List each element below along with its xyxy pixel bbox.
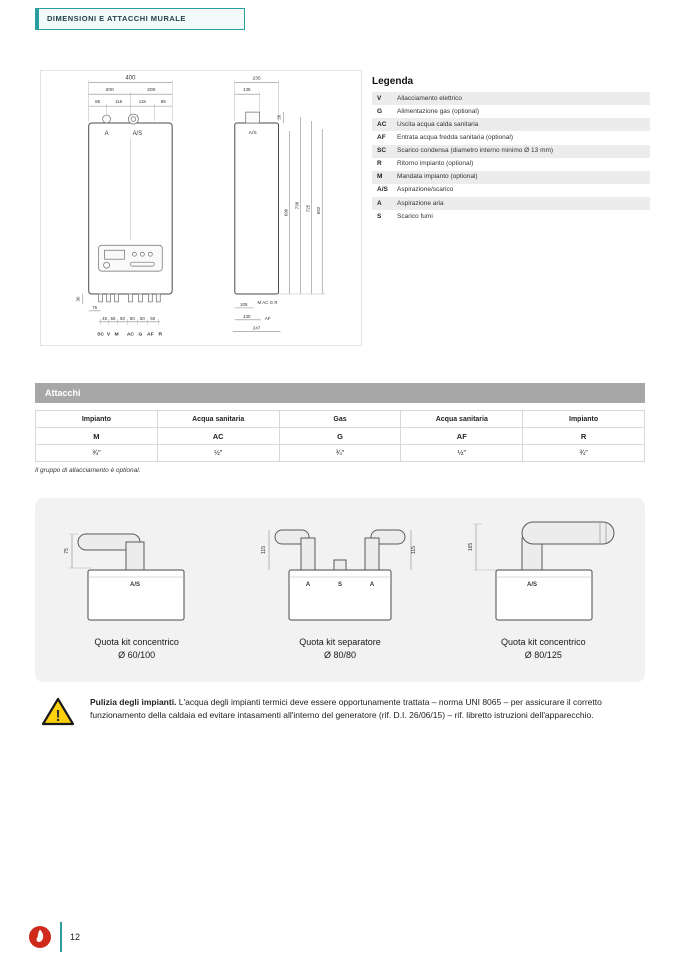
connection-label: AC [126, 332, 135, 338]
legend-desc: Mandata impianto (optional) [397, 173, 478, 181]
connection-label: V [106, 332, 111, 338]
dim-label: 130 [242, 313, 251, 319]
dim-label: 50 [129, 315, 135, 321]
side-view [233, 75, 325, 331]
page-number: 12 [70, 932, 81, 942]
column-header: Impianto [523, 411, 645, 428]
legend-desc: Scarico condensa (diametro interno minimo Ø 13 mm) [397, 147, 554, 154]
connection-label: AF [264, 315, 271, 321]
connection-label: SC [97, 332, 105, 338]
dim-label: 200 [105, 88, 114, 94]
connection-label: A [104, 130, 109, 137]
legend-desc: Uscita acqua calda sanitaria [397, 120, 479, 128]
legend-code: M [377, 173, 383, 181]
dim-label: 738 [294, 201, 300, 210]
svg-text:!: ! [55, 708, 61, 725]
table-cell: ¾" [523, 445, 645, 462]
dim-label: 115 [138, 99, 146, 105]
legend-title: Legenda [372, 76, 414, 87]
kit-size: Ø 80/125 [524, 650, 562, 660]
dim-label: 50 [119, 315, 125, 321]
dim-label: 725 [305, 204, 311, 213]
connection-label: AF [147, 332, 154, 338]
dim-label: 247 [252, 325, 261, 331]
legend-row [372, 118, 650, 131]
legend-desc: Allacciamento elettrico [397, 94, 463, 102]
table-cell: ½" [157, 445, 279, 462]
kit-size: Ø 60/100 [118, 650, 156, 660]
section-header-label: DIMENSIONI E ATTACCHI MURALE [47, 14, 186, 23]
legend-row [372, 210, 650, 223]
connection-label: M [114, 332, 119, 338]
column-header: Acqua sanitaria [157, 411, 279, 428]
dim-label: 690 [283, 208, 289, 217]
warning-block [40, 696, 646, 728]
dim-label: 165 [468, 542, 475, 552]
legend-row [372, 145, 650, 158]
brand-logo-icon [28, 925, 52, 949]
dim-label: 115 [260, 546, 267, 554]
connection-label: A/S [527, 582, 538, 588]
attacchi-table [35, 410, 645, 462]
table-cell: AF [401, 428, 523, 445]
connection-label: A [305, 582, 311, 588]
legend [372, 76, 650, 223]
attacchi-note: Il gruppo di allacciamento è optional. [35, 467, 141, 474]
dim-label: 200 [147, 88, 156, 94]
attacchi-codes-row [36, 428, 645, 445]
section-header [35, 8, 245, 30]
dim-label: 75 [92, 304, 98, 310]
kit-diagram [448, 514, 638, 629]
legend-desc: Aspirazione/scarico [397, 186, 454, 194]
page-footer [28, 922, 80, 952]
connection-label: M AC G R [257, 299, 278, 305]
legend-code: G [377, 107, 383, 115]
dim-label: 50 [139, 315, 145, 321]
table-cell: G [279, 428, 401, 445]
legend-desc: Ritorno impianto (optional) [397, 160, 474, 168]
table-cell: AC [157, 428, 279, 445]
attacchi-title: Attacchi [45, 388, 81, 398]
flue-kits-panel [35, 498, 645, 682]
attacchi-section-bar [35, 383, 645, 403]
legend-row [372, 197, 650, 210]
legend-row [372, 184, 650, 197]
legend-code: S [377, 212, 382, 220]
legend-desc: Aspirazione aria [397, 199, 444, 207]
warning-icon [40, 696, 76, 728]
kit-caption: Quota kit concentrico [94, 637, 179, 647]
legend-code: AC [377, 120, 387, 128]
dim-label: 30 [75, 296, 81, 302]
dim-label: 235 [252, 76, 261, 82]
legend-code: V [377, 94, 382, 102]
dim-label: 45 [102, 315, 108, 321]
table-cell: ¾" [279, 445, 401, 462]
column-header: Impianto [36, 411, 158, 428]
warning-body: L'acqua degli impianti termici deve essere opportunamente trattata – norma UNI 8065 – per assicurare il corretto funzionamento della caldaia ed evitare intasamenti all'interno del generatore (rif. D.I. 26/06/15) – rif. libretto istruzioni dell'apparecchio. [90, 697, 602, 721]
dim-label: 105 [239, 301, 248, 307]
connection-label: G [138, 332, 143, 338]
connection-label: A [369, 582, 375, 588]
warning-lead: Pulizia degli impianti. [90, 697, 177, 707]
legend-desc: Entrata acqua fredda sanitaria (optional) [397, 133, 513, 141]
legend-row [372, 131, 650, 144]
legend-code: R [377, 160, 382, 168]
column-header: Gas [279, 411, 401, 428]
legend-desc: Alimentazione gas (optional) [397, 107, 480, 115]
dim-label: 115 [114, 99, 123, 105]
legend-code: AF [377, 133, 386, 141]
kit-separatore-80-80 [242, 514, 438, 660]
legend-rows [372, 92, 650, 223]
dim-label: 55 [110, 315, 116, 321]
boiler-dimension-drawing [41, 71, 361, 345]
table-cell: M [36, 428, 158, 445]
kit-diagram [42, 514, 232, 629]
dim-label: 85 [160, 99, 166, 105]
kit-concentrico-60-100 [39, 514, 235, 660]
legend-row [372, 105, 650, 118]
attacchi-sizes-row [36, 445, 645, 462]
footer-divider [60, 922, 62, 952]
dim-label: 400 [125, 75, 136, 82]
attacchi-header-row [36, 411, 645, 428]
table-cell: ½" [401, 445, 523, 462]
warning-text [90, 696, 646, 722]
legend-code: A [377, 199, 382, 207]
table-cell: ¾" [36, 445, 158, 462]
connection-label: A/S [129, 582, 140, 588]
kit-caption: Quota kit concentrico [501, 637, 586, 647]
dim-label: 50 [150, 315, 156, 321]
legend-row [372, 158, 650, 171]
connection-label: A/S [248, 130, 257, 136]
legend-code: A/S [377, 186, 388, 194]
dim-label: 85 [95, 99, 101, 105]
dim-label: 692 [316, 206, 322, 215]
connection-label: R [158, 332, 163, 338]
column-header: Acqua sanitaria [401, 411, 523, 428]
front-view [76, 75, 172, 337]
connection-label: S [337, 582, 342, 588]
legend-row [372, 92, 650, 105]
dim-label: 20 [276, 114, 282, 120]
legend-code: SC [377, 147, 387, 154]
legend-row [372, 171, 650, 184]
kit-size: Ø 80/80 [323, 650, 356, 660]
legend-desc: Scarico fumi [397, 212, 433, 220]
dim-label: 115 [410, 546, 417, 554]
kit-caption: Quota kit separatore [299, 637, 381, 647]
table-cell: R [523, 428, 645, 445]
dim-label: 75 [63, 548, 70, 554]
dim-label: 135 [242, 87, 251, 93]
kit-concentrico-80-125 [445, 514, 641, 660]
connection-label: A/S [132, 130, 143, 137]
technical-drawing [40, 70, 362, 346]
kit-diagram [245, 514, 435, 629]
